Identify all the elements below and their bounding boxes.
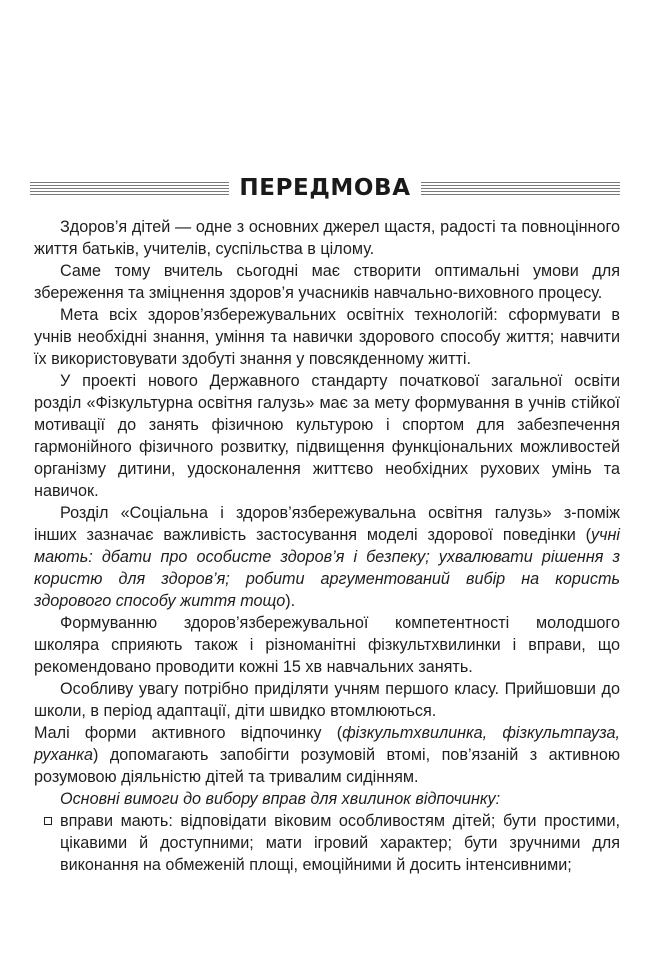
paragraph-competence: Формуванню здоров’язбережувальної компетентності молодшого школяра сприяють також і різноманітні фізкультхвилинки і вправи, що рекомендовано проводити кожні 15 хв навчальних занять. bbox=[34, 614, 620, 676]
paragraph-rest-italic: фізкультхвилинка, фізкультпауза, руханка bbox=[34, 724, 620, 764]
paragraph-first-grade: Особливу увагу потрібно приділяти учням першого класу. Прийшовши до школи, в період адаптації, діти швидко втомлюються. bbox=[34, 680, 620, 720]
list-item-text: вправи мають: відповідати віковим особливостям дітей; бути простими, цікавими й доступними; мати ігровий характер; бути зручними для виконання на обмеженій площі, емоційними й досить інтенсивними; bbox=[60, 812, 620, 874]
paragraph-rest-text: Малі форми активного відпочинку ( bbox=[34, 724, 343, 742]
requirements-subheading: Основні вимоги до вибору вправ для хвилинок відпочинку: bbox=[60, 790, 501, 808]
list-item bbox=[34, 810, 620, 876]
body-text bbox=[34, 216, 620, 876]
paragraph-standard: У проекті нового Державного стандарту початкової загальної освіти розділ «Фізкультурна освітня галузь» має за мету формування в учнів стійкої мотивації до занять фізичною культурою і спортом для забезпечення гармонійного фізичного розвитку, підвищення функціональних можливостей організму дитини, удосконалення життєво необхідних рухових умінь та навичок. bbox=[34, 372, 620, 500]
heading-rule-right bbox=[421, 182, 620, 195]
paragraph-social-section bbox=[34, 502, 620, 612]
section-heading bbox=[30, 174, 620, 202]
paragraph-goal: Мета всіх здоров’язбережувальних освітніх технологій: сформувати в учнів необхідні знання, уміння та навички здорового способу життя; навчити їх використовувати здобуті знання у повсякденному житті. bbox=[34, 306, 620, 368]
square-bullet-icon bbox=[44, 817, 52, 825]
paragraph-social-text: Розділ «Соціальна і здоров’язбережувальна освітня галузь» з-поміж інших зазначає важливість застосування моделі здорової поведінки ( bbox=[34, 504, 620, 544]
paragraph-social-end: ). bbox=[285, 592, 296, 610]
paragraph-health: Здоров’я дітей — одне з основних джерел щастя, радості та повноцінного життя батьків, учителів, суспільства в цілому. bbox=[34, 218, 620, 258]
page-title: ПЕРЕДМОВА bbox=[239, 175, 411, 201]
paragraph-rest-forms bbox=[34, 722, 620, 788]
paragraph-social-italic: учні мають: дбати про особисте здоров’я і безпеку; ухвалювати рішення з користю для здоров’я; робити аргументований вибір на користь здорового способу життя тощо bbox=[34, 526, 620, 610]
heading-rule-left bbox=[30, 182, 229, 195]
paragraph-rest-end: ) допомагають запобігти розумовій втомі, пов’язаній з активною розумовою діяльністю дітей та тривалим сидінням. bbox=[34, 746, 620, 786]
paragraph-teacher: Саме тому вчитель сьогодні має створити оптимальні умови для збереження та зміцнення здоров’я учасників навчально-виховного процесу. bbox=[34, 262, 620, 302]
